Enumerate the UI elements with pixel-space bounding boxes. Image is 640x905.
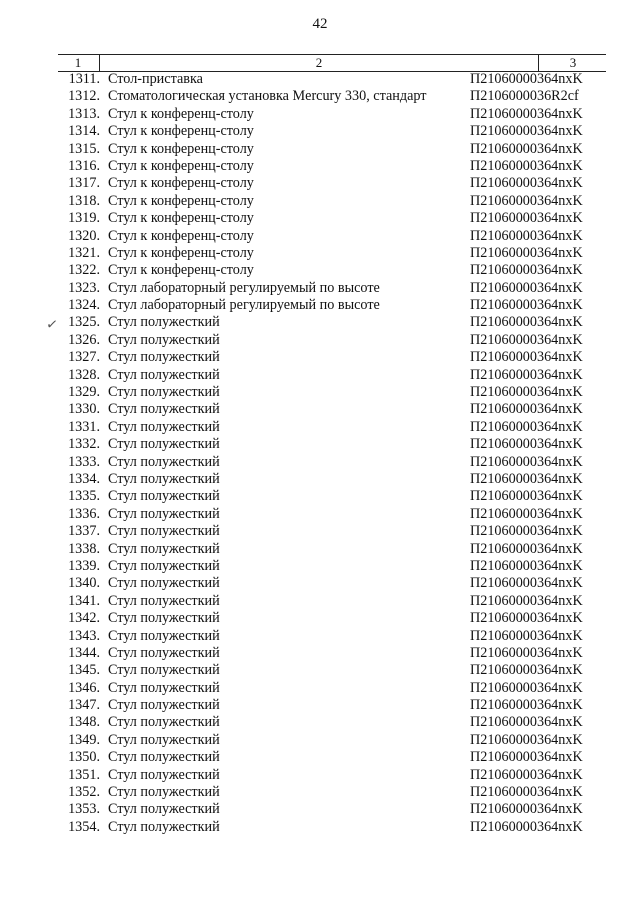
row-code: П21060000364nxK xyxy=(470,784,583,801)
row-code: П21060000364nxK xyxy=(470,557,583,574)
table-row xyxy=(0,314,640,331)
row-code: П21060000364nxK xyxy=(470,384,583,401)
row-name: Стул к конференц-столу xyxy=(108,262,254,279)
row-name: Стул полужесткий xyxy=(108,627,220,644)
row-name: Стул полужесткий xyxy=(108,610,220,627)
row-code: П21060000364nxK xyxy=(470,453,583,470)
row-name: Стул полужесткий xyxy=(108,540,220,557)
row-name: Стул полужесткий xyxy=(108,401,220,418)
table-row xyxy=(0,819,640,836)
table-row xyxy=(0,697,640,714)
row-num: 1345. xyxy=(68,662,100,679)
table-row xyxy=(0,349,640,366)
table-row xyxy=(0,662,640,679)
row-num: 1351. xyxy=(68,766,100,783)
row-name: Стул полужесткий xyxy=(108,523,220,540)
row-code: П21060000364nxK xyxy=(470,418,583,435)
row-code: П21060000364nxK xyxy=(470,679,583,696)
table-header xyxy=(58,54,606,72)
row-name: Стул полужесткий xyxy=(108,592,220,609)
row-name: Стул к конференц-столу xyxy=(108,175,254,192)
row-num: 1326. xyxy=(68,331,100,348)
table-row xyxy=(0,732,640,749)
header-col-1: 1 xyxy=(74,55,82,70)
row-name: Стул полужесткий xyxy=(108,366,220,383)
row-name: Стул полужесткий xyxy=(108,331,220,348)
row-code: П21060000364nxK xyxy=(470,297,583,314)
row-name: Стул полужесткий xyxy=(108,470,220,487)
row-name: Стул лабораторный регулируемый по высоте xyxy=(108,297,380,314)
row-name: Стул лабораторный регулируемый по высоте xyxy=(108,279,380,296)
table-row xyxy=(0,401,640,418)
row-code: П21060000364nxK xyxy=(470,540,583,557)
row-code: П21060000364nxK xyxy=(470,505,583,522)
row-code: П21060000364nxK xyxy=(470,331,583,348)
table-row xyxy=(0,628,640,645)
row-num: 1331. xyxy=(68,418,100,435)
row-code: П21060000364nxK xyxy=(470,575,583,592)
row-name: Стул полужесткий xyxy=(108,749,220,766)
table-row xyxy=(0,523,640,540)
row-num: 1332. xyxy=(68,436,100,453)
row-code: П21060000364nxK xyxy=(470,488,583,505)
table-row xyxy=(0,610,640,627)
row-code: П21060000364nxK xyxy=(470,610,583,627)
row-num: 1341. xyxy=(68,592,100,609)
row-code: П21060000364nxK xyxy=(470,366,583,383)
row-name: Стул полужесткий xyxy=(108,436,220,453)
table-row xyxy=(0,784,640,801)
row-name: Стул полужесткий xyxy=(108,557,220,574)
row-num: 1343. xyxy=(68,627,100,644)
table-row xyxy=(0,541,640,558)
row-name: Стул полужесткий xyxy=(108,644,220,661)
row-num: 1323. xyxy=(68,279,100,296)
table-row xyxy=(0,680,640,697)
row-code: П21060000364nxK xyxy=(470,436,583,453)
table-row xyxy=(0,471,640,488)
row-name: Стул полужесткий xyxy=(108,784,220,801)
row-code: П21060000364nxK xyxy=(470,662,583,679)
table-row xyxy=(0,175,640,192)
row-code: П21060000364nxK xyxy=(470,523,583,540)
row-num: 1333. xyxy=(68,453,100,470)
row-name: Стул к конференц-столу xyxy=(108,157,254,174)
row-name: Стул полужесткий xyxy=(108,488,220,505)
row-code: П21060000364nxK xyxy=(470,627,583,644)
row-name: Стул полужесткий xyxy=(108,818,220,835)
row-num: 1348. xyxy=(68,714,100,731)
table-row xyxy=(0,106,640,123)
row-num: 1346. xyxy=(68,679,100,696)
row-num: 1353. xyxy=(68,801,100,818)
row-code: П21060000364nxK xyxy=(470,766,583,783)
table-row xyxy=(0,262,640,279)
row-num: 1319. xyxy=(68,210,100,227)
row-num: 1344. xyxy=(68,644,100,661)
row-num: 1337. xyxy=(68,523,100,540)
row-name: Стул полужесткий xyxy=(108,418,220,435)
row-name: Стул к конференц-столу xyxy=(108,105,254,122)
row-name: Стул полужесткий xyxy=(108,314,220,331)
row-code: П21060000364nxK xyxy=(470,731,583,748)
row-num: 1327. xyxy=(68,349,100,366)
row-code: П21060000364nxK xyxy=(470,175,583,192)
row-name: Стул полужесткий xyxy=(108,349,220,366)
table-row xyxy=(0,245,640,262)
row-code: П21060000364nxK xyxy=(470,401,583,418)
row-num: 1350. xyxy=(68,749,100,766)
table-row xyxy=(0,488,640,505)
page-number: 42 xyxy=(312,16,328,32)
row-code: П21060000364nxK xyxy=(470,818,583,835)
row-code: П21060000364nxK xyxy=(470,140,583,157)
row-name: Стул к конференц-столу xyxy=(108,210,254,227)
row-name: Стоматологическая установка Mercury 330, стандарт xyxy=(108,88,427,105)
row-code: П21060000364nxK xyxy=(470,105,583,122)
table-row xyxy=(0,575,640,592)
row-name: Стул полужесткий xyxy=(108,575,220,592)
row-num: 1321. xyxy=(68,244,100,261)
row-name: Стул к конференц-столу xyxy=(108,227,254,244)
row-num: 1320. xyxy=(68,227,100,244)
row-num: 1324. xyxy=(68,297,100,314)
row-name: Стул полужесткий xyxy=(108,697,220,714)
row-num: 1318. xyxy=(68,192,100,209)
row-num: 1352. xyxy=(68,784,100,801)
row-code: П21060000364nxK xyxy=(470,123,583,140)
table-row xyxy=(0,714,640,731)
row-num: 1334. xyxy=(68,470,100,487)
row-code: П21060000364nxK xyxy=(470,749,583,766)
row-code: П21060000364nxK xyxy=(470,157,583,174)
row-num: 1313. xyxy=(68,105,100,122)
row-name: Стул полужесткий xyxy=(108,384,220,401)
table-row xyxy=(0,419,640,436)
row-num: 1340. xyxy=(68,575,100,592)
row-name: Стул полужесткий xyxy=(108,679,220,696)
table-row xyxy=(0,297,640,314)
table-row xyxy=(0,280,640,297)
table-row xyxy=(0,801,640,818)
row-num: 1339. xyxy=(68,557,100,574)
row-code: П21060000364nxK xyxy=(470,71,583,87)
table-row xyxy=(0,593,640,610)
row-code: П21060000364nxK xyxy=(470,801,583,818)
table-row xyxy=(0,436,640,453)
table-row xyxy=(0,332,640,349)
row-code: П21060000364nxK xyxy=(470,697,583,714)
row-name: Стул полужесткий xyxy=(108,714,220,731)
header-col-3: 3 xyxy=(538,55,607,71)
row-num: 1336. xyxy=(68,505,100,522)
row-num: 1311. xyxy=(68,71,100,87)
row-code: П21060000364nxK xyxy=(470,470,583,487)
row-code: П21060000364nxK xyxy=(470,244,583,261)
table-row xyxy=(0,558,640,575)
row-num: 1328. xyxy=(68,366,100,383)
row-num: 1354. xyxy=(68,818,100,835)
table-row xyxy=(0,767,640,784)
row-name: Стул к конференц-столу xyxy=(108,244,254,261)
row-name: Стол-приставка xyxy=(108,71,203,87)
table-row xyxy=(0,88,640,105)
row-code: П21060000364nxK xyxy=(470,644,583,661)
row-code: П21060000364nxK xyxy=(470,210,583,227)
table-row xyxy=(0,506,640,523)
table-row xyxy=(0,228,640,245)
row-name: Стул к конференц-столу xyxy=(108,192,254,209)
row-num: 1330. xyxy=(68,401,100,418)
row-num: 1325. xyxy=(68,314,100,331)
row-name: Стул полужесткий xyxy=(108,662,220,679)
handwritten-check-mark: ✓ xyxy=(45,317,59,334)
table-row xyxy=(0,384,640,401)
row-code: П2106000036R2cf xyxy=(470,88,579,105)
table-row xyxy=(0,454,640,471)
row-num: 1322. xyxy=(68,262,100,279)
row-num: 1317. xyxy=(68,175,100,192)
row-num: 1329. xyxy=(68,384,100,401)
row-num: 1314. xyxy=(68,123,100,140)
row-name: Стул к конференц-столу xyxy=(108,140,254,157)
row-name: Стул полужесткий xyxy=(108,766,220,783)
row-num: 1335. xyxy=(68,488,100,505)
table-row xyxy=(0,645,640,662)
table-row xyxy=(0,158,640,175)
table-row xyxy=(0,210,640,227)
table-row xyxy=(0,193,640,210)
row-code: П21060000364nxK xyxy=(470,227,583,244)
header-col-2: 2 xyxy=(99,55,538,71)
row-name: Стул полужесткий xyxy=(108,731,220,748)
table-row xyxy=(0,367,640,384)
row-num: 1316. xyxy=(68,157,100,174)
table-body xyxy=(0,71,640,836)
row-name: Стул полужесткий xyxy=(108,505,220,522)
row-name: Стул полужесткий xyxy=(108,801,220,818)
row-name: Стул к конференц-столу xyxy=(108,123,254,140)
table-row xyxy=(0,123,640,140)
table-row xyxy=(0,71,640,88)
row-num: 1338. xyxy=(68,540,100,557)
row-code: П21060000364nxK xyxy=(470,262,583,279)
row-num: 1312. xyxy=(68,88,100,105)
table-row xyxy=(0,749,640,766)
table-row xyxy=(0,141,640,158)
row-num: 1349. xyxy=(68,731,100,748)
row-code: П21060000364nxK xyxy=(470,592,583,609)
row-code: П21060000364nxK xyxy=(470,314,583,331)
row-num: 1342. xyxy=(68,610,100,627)
row-num: 1347. xyxy=(68,697,100,714)
row-code: П21060000364nxK xyxy=(470,279,583,296)
row-name: Стул полужесткий xyxy=(108,453,220,470)
row-code: П21060000364nxK xyxy=(470,192,583,209)
row-code: П21060000364nxK xyxy=(470,714,583,731)
row-code: П21060000364nxK xyxy=(470,349,583,366)
row-num: 1315. xyxy=(68,140,100,157)
